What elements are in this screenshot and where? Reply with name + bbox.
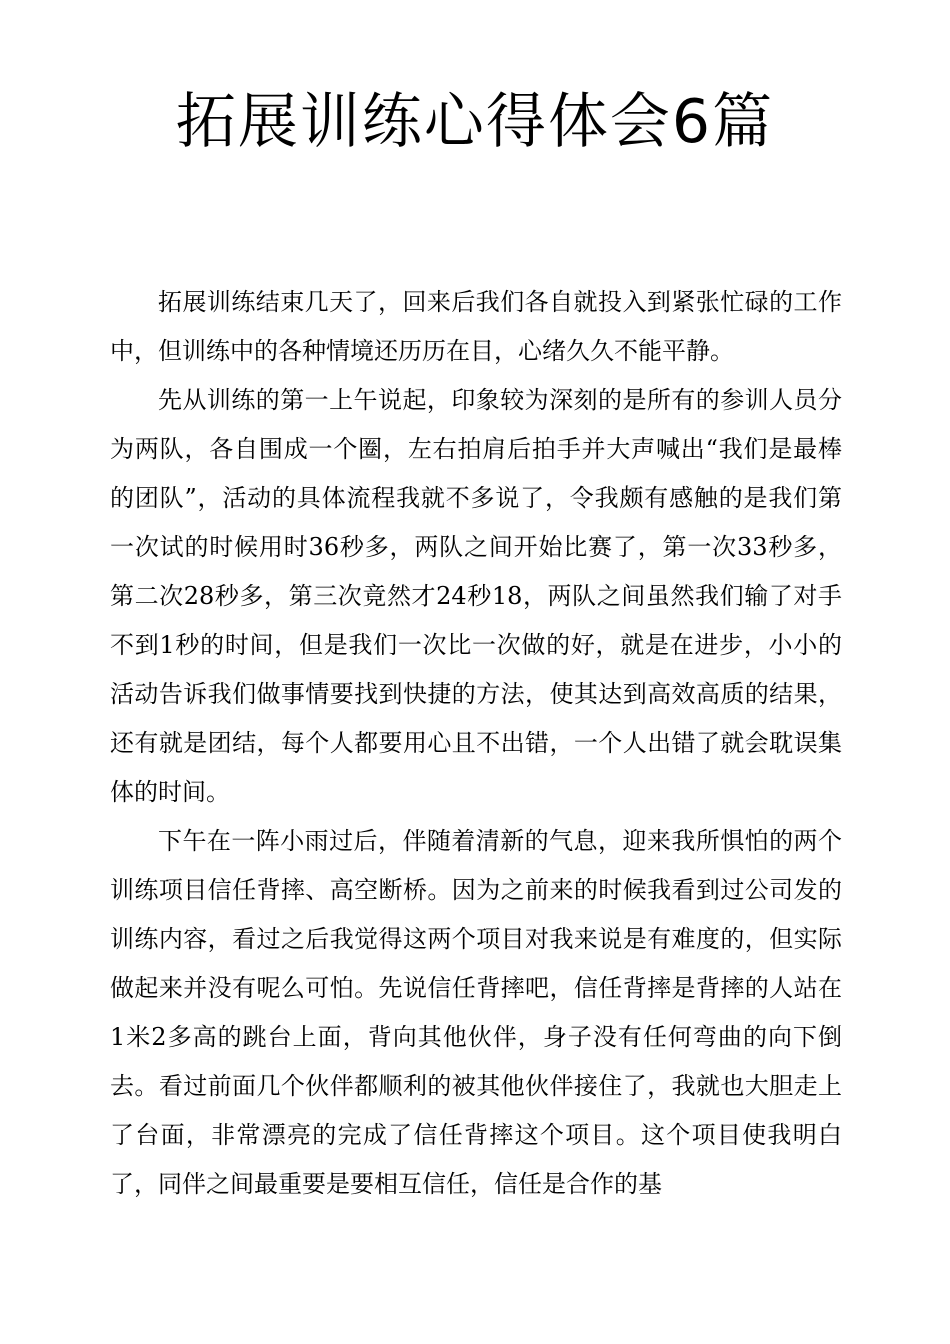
paragraph-2: 先从训练的第一上午说起，印象较为深刻的是所有的参训人员分为两队，各自围成一个圈，左右拍肩后拍手并大声喊出“我们是最棒的团队”，活动的具体流程我就不多说了，令我颇有感触的是我们第一次试的时候用时36秒多，两队之间开始比赛了，第一次33秒多，第二次28秒多，第三次竟然才24秒18，两队之间虽然我们输了对手不到1秒的时间，但是我们一次比一次做的好，就是在进步，小小的活动告诉我们做事情要找到快捷的方法，使其达到高效高质的结果，还有就是团结，每个人都要用心且不出错，一个人出错了就会耽误集体的时间。 [110, 386, 842, 806]
document-body [110, 278, 842, 1209]
paragraph-1: 拓展训练结束几天了，回来后我们各自就投入到紧张忙碌的工作中，但训练中的各种情境还历历在目，心绪久久不能平静。 [110, 288, 842, 365]
paragraph-3: 下午在一阵小雨过后，伴随着清新的气息，迎来我所惧怕的两个训练项目信任背摔、高空断桥。因为之前来的时候我看到过公司发的训练内容，看过之后我觉得这两个项目对我来说是有难度的，但实际做起来并没有呢么可怕。先说信任背摔吧，信任背摔是背摔的人站在1米2多高的跳台上面，背向其他伙伴，身子没有任何弯曲的向下倒去。看过前面几个伙伴都顺利的被其他伙伴接住了，我就也大胆走上了台面，非常漂亮的完成了信任背摔这个项目。这个项目使我明白了，同伴之间最重要是要相互信任，信任是合作的基 [110, 827, 842, 1198]
document-title: 拓展训练心得体会6篇 [175, 87, 775, 157]
